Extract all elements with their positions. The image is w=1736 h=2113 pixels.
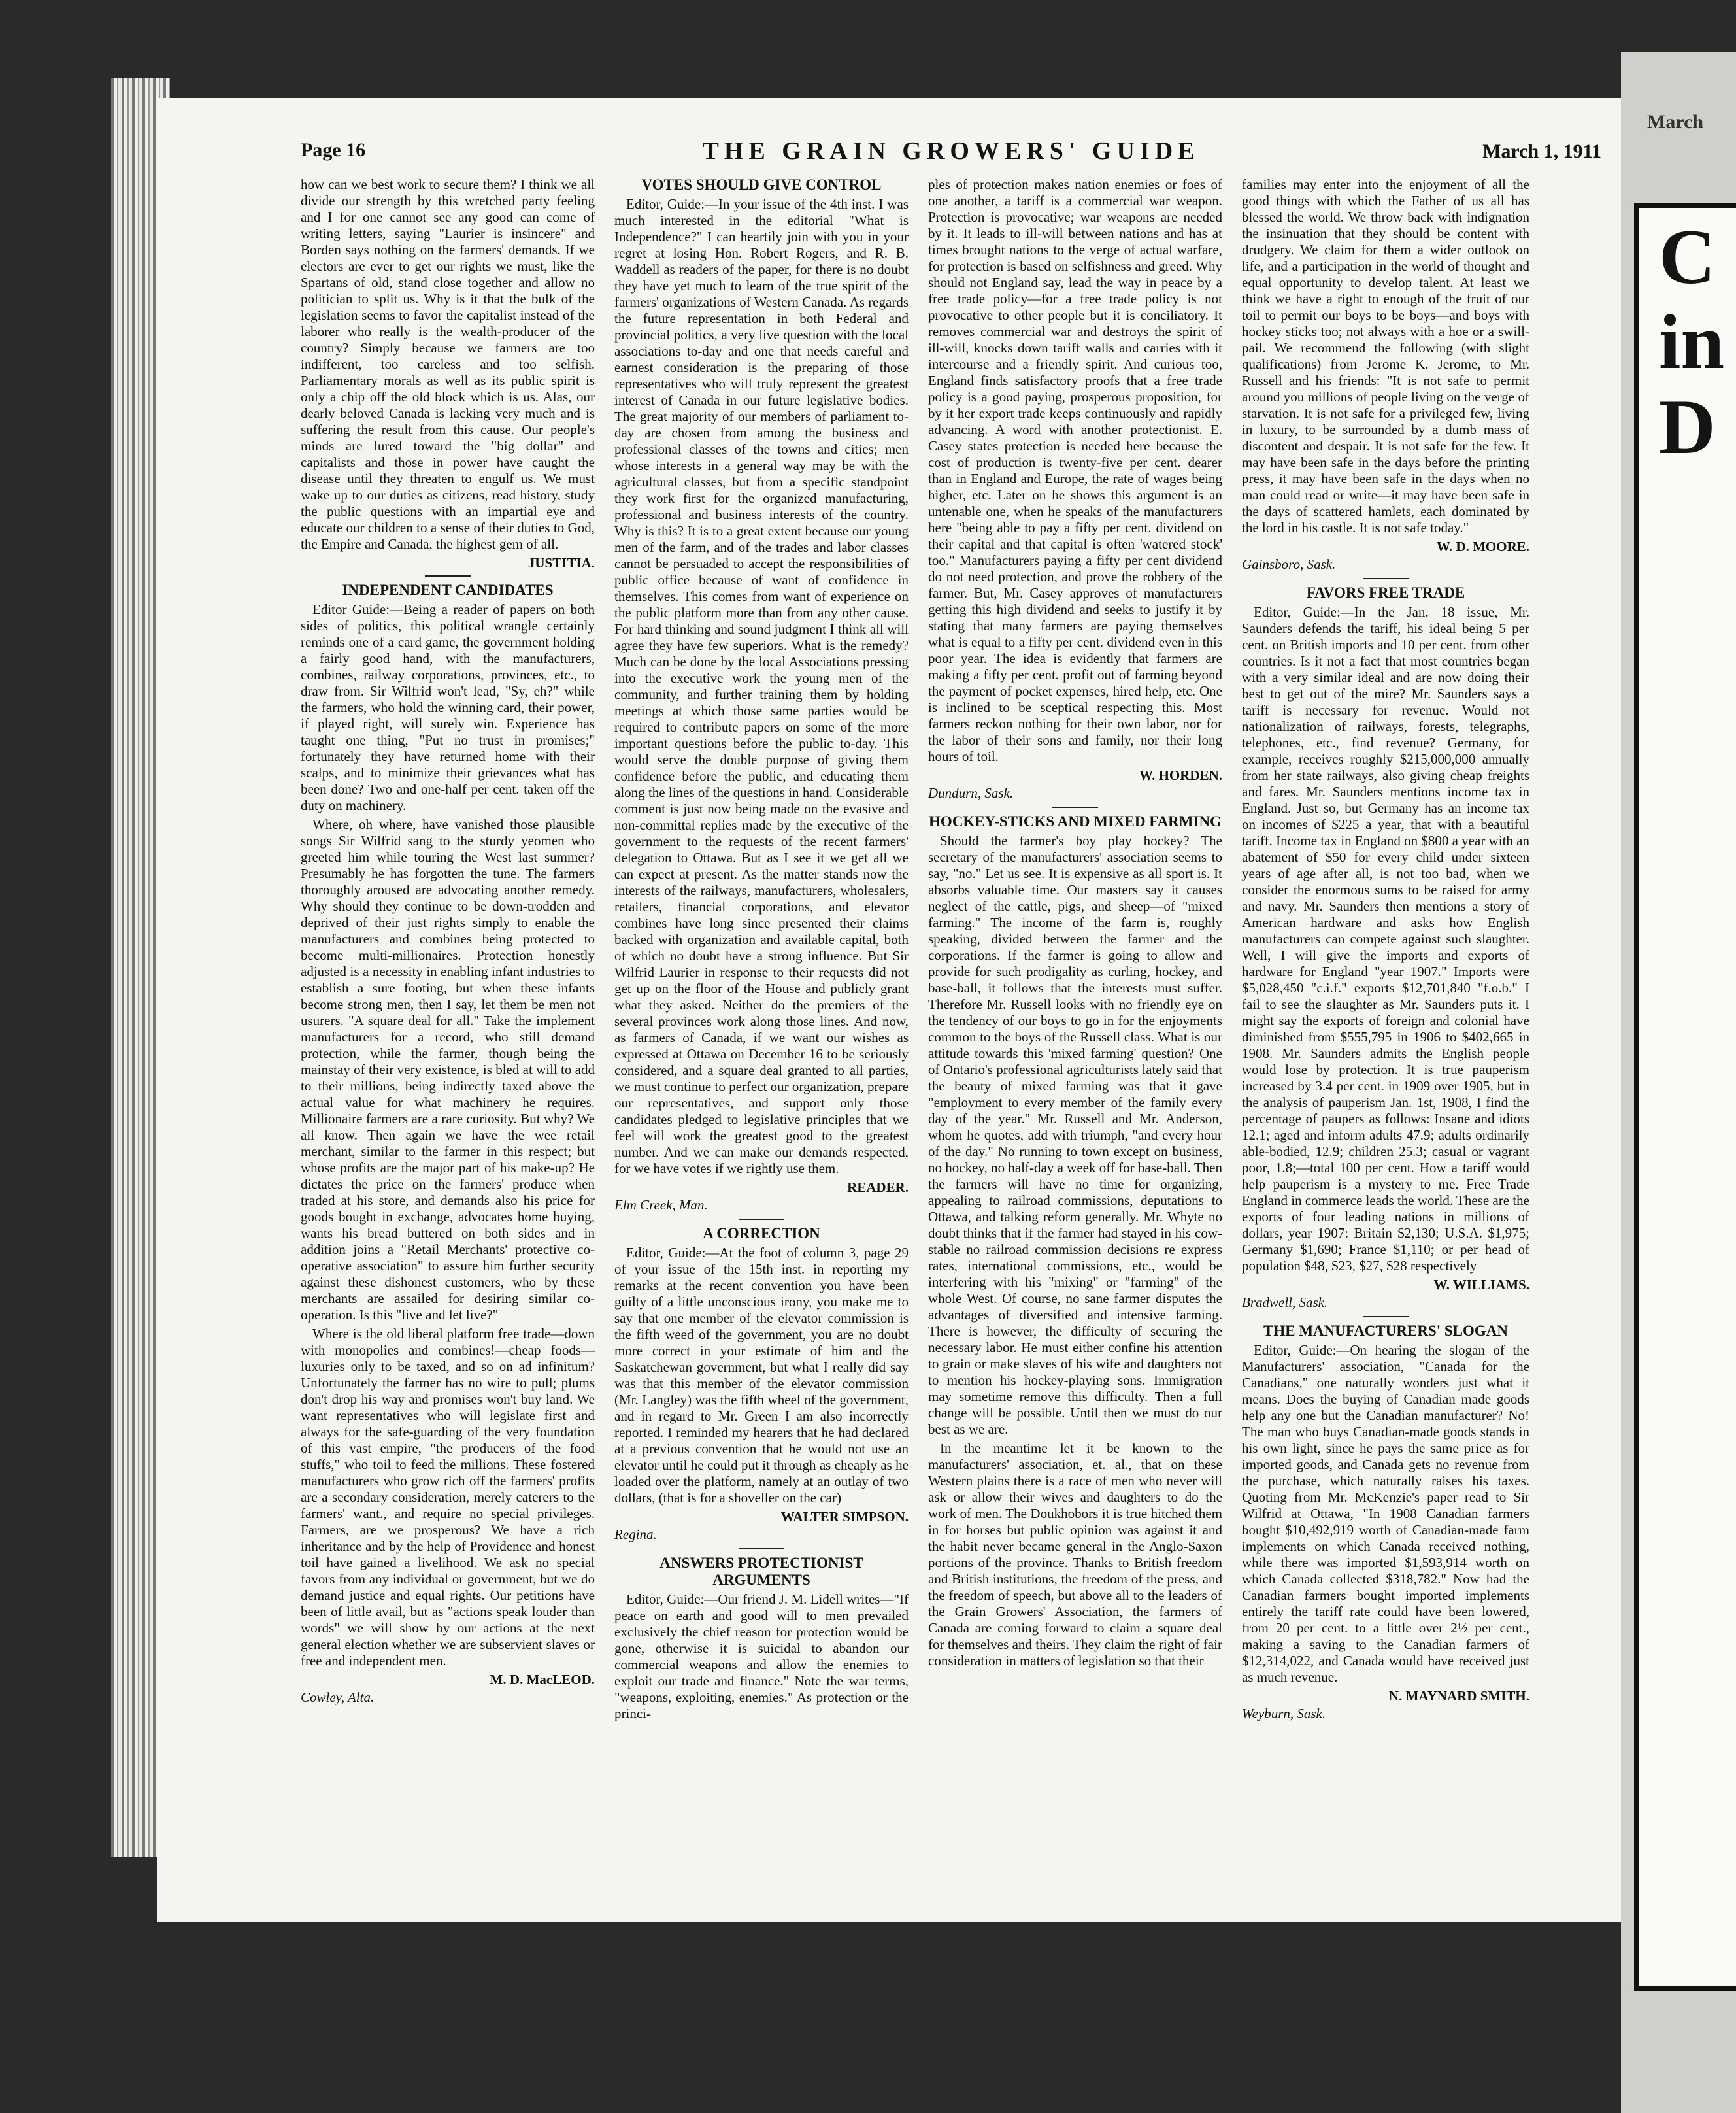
article-text: Editor Guide:—Being a reader of papers on both sides of politics, this political wrangle certainly reminds one of a card game, the government holding a fairly good hand, with the manufacturers, combines, railway corporations, provinces, etc., to draw from. Sir Wilfrid won't lead, "Sy, eh?" while the farmers, who hold the winning card, their power, if played right, will surely win. Experience has taught one thing, "Put no trust in promises;" fortunately they have returned home with their scalps, and to minimize their grievances what has been done? Two and one-half per cent. taken off the duty on machinery. [301,601,595,813]
article-text: Editor, Guide:—Our friend J. M. Lidell writes—"If peace on earth and good will to men prevailed exclusively the chief reason for protection would be gone, otherwise it is suicidal to abandon our commercial weapons and allow the enemies to exploit our trade and finance." Note the war terms, "weapons, exploiting, enemies." As protection or the princi- [614,1591,909,1721]
signature: JUSTITIA. [527,555,595,571]
article-heading: A CORRECTION [703,1225,820,1242]
page-header [301,134,1601,173]
divider [425,575,471,577]
signature: W. HORDEN. [1139,768,1222,783]
ad-text: in [1659,298,1725,385]
dateline: Elm Creek, Man. [614,1197,708,1213]
article-heading: VOTES SHOULD GIVE CONTROL [641,177,882,193]
article-text: Editor, Guide:—At the foot of column 3, page 29 of your issue of the 15th inst. in reporting my remarks at the recent convention you have been guilty of a little unconscious irony, you make me to say that one member of the elevator commission is the fifth weed of the government, you are no doubt more correct in your estimate of him and the Saskatchewan government, but what I really did say was that this member of the elevator commission (Mr. Langley) was the fifth wheel of the government, and in regard to Mr. Green I am also incorrectly reported. I reminded my hearers that he had declared at a previous convention that he would not use an elevator until he could put it through as cheaply as he loaded over the platform, namely at an outlay of two dollars, (that is for a shoveller on the car) [614,1245,909,1506]
article-heading: HOCKEY-STICKS AND MIXED FARMING [929,813,1222,830]
signature: W. D. MOORE. [1436,539,1529,554]
dateline: Weyburn, Sask. [1242,1706,1326,1721]
issue-date: March 1, 1911 [1482,141,1601,162]
advertisement-fragment [1634,203,1736,1991]
article-text: Editor, Guide:—In your issue of the 4th inst. I was much interested in the editorial "What is Independence?" I can heartily join with you in your regret at losing Hon. Robert Rogers, and R. B. Waddell as readers of the paper, for there is no doubt they have yet much to learn of the true spirit of the farmers' organizations of Western Canada. As regards the future representation in both Federal and provincial politics, a very live question with the local associations to-day and one that needs careful and earnest consideration is the preparing of those representatives who will truly represent the greatest interest of Canada in our future legislative bodies. The great majority of our members of parliament to-day are chosen from among the business and professional classes of the towns and cities; men whose interests in a general way may be with the agricultural classes, but from a specific standpoint they work first for the organized manufacturing, professional and business interests of the country. Why is this? It is to a great extent because our young men of the farm, and of the trades and labor classes cannot be persuaded to accept the responsibilities of public office because of want of confidence in themselves. This comes from want of experience on the public platform more than from any other cause. For hard thinking and sound judgment I think all will agree they have few superiors. What is the remedy? Much can be done by the local Associations pressing into the executive work the young men of the community, and further training them by holding meetings at which those same parties would be required to contribute papers on some of the more important questions before the public to-day. This would serve the double purpose of giving them confidence before the public, and educating them along the lines of the questions in hand. Considerable comment is just now being made on the evasive and non-committal replies made by the executive of the government to the requests of the recent farmers' delegation to Ottawa. But as I see it we get all we can expect at present. As the matter stands now the interests of the railways, manufacturers, wholesalers, retailers, financial corporations, and elevator combines have long since presented their claims backed with organization and available capital, both of which no doubt have a strong influence. But Sir Wilfrid Laurier in response to their requests did not get up on the floor of the House and publicly grant what they asked. Neither do the premiers of the several provinces work along those lines. And now, as farmers of Canada, if we want our wishes as expressed at Ottawa on December 16 to be seriously considered, and a square deal granted to all parties, we must continue to perfect our organization, prepare our representatives, and support only those candidates pledged to legislative principles that we feel will work the greatest good to the greatest number. And we can make our demands respected, for we have votes if we rightly use them. [614,196,909,1176]
signature: WALTER SIMPSON. [780,1509,909,1525]
adjacent-page-date: March [1647,111,1704,133]
column-4 [1242,177,1529,1727]
dateline: Dundurn, Sask. [928,785,1014,801]
divider [739,1548,784,1549]
article-heading: ANSWERS PROTECTIONIST ARGUMENTS [659,1555,863,1588]
article-text: ples of protection makes nation enemies or foes of one another, a tariff is a commercial war weapon. Protection is provocative; war weapons are needed by it. It leads to ill-will between nations and has at times brought nations to the verge of actual warfare, for protection is based on selfishness and greed. Why should not England say, lead the way in peace by a free trade policy—for a free trade policy is not provocative to other people but it is conciliatory. It removes commercial war and destroys the spirit of ill-will, knocks down tariff walls and carries with it intercourse and a friendly spirit. And curious too, England finds satisfactory proofs that a free trade policy is a good paying, prosperous proposition, for by it her export trade keeps continuously and rapidly advancing. A word with another protectionist. E. Casey states protection is needed here because the cost of production is twenty-five per cent. dearer than in England and Europe, the rate of wages being higher, etc. Later on he shows this argument is an untenable one, when he speaks of the manufacturers here "being able to pay a fifty per cent. dividend on their capital and that capital is often 'watered stock' too." Manufacturers paying a fifty per cent dividend do not need protection, and prove the robbery of the farmer. But, Mr. Casey approves of manufacturers getting this high dividend and seeks to justify it by stating that many farmers are paying themselves what is equal to a fifty per cent. dividend even in this poor year. The idea is evidently that farmers are making a fifty per cent. profit out of farming beyond the payment of pocket expenses, hired help, etc. One is inclined to be sceptical respecting this. Most farmers reckon nothing for their own labor, nor for the labor of their sons and family, nor their long hours of toil. [928,177,1222,764]
dateline: Bradwell, Sask. [1242,1294,1328,1310]
signature: M. D. MacLEOD. [490,1672,595,1687]
article-text: how can we best work to secure them? I think we all divide our strength by this wretched party feeling and I for one cannot see any good can come of writing letters, saying "Laurier is insincere" and Borden says nothing on the farmers' demands. If we electors are ever to get our rights we must, like the Spartans of old, stand close together and allow no politician to split us. Why is it that the bulk of the legislation seems to favor the capitalist instead of the laborer who really is the wealth-producer of the country? Simply because we farmers are too indifferent, too careless and too selfish. Parliamentary morals as well as its public spirit is only a chip off the old block which is us. Alas, our dearly beloved Canada is lacking very much and is suffering the result from this cause. Our people's minds are lured toward the "big dollar" and capitalists and those in power have caught the disease until they threaten to engulf us. We must wake up to our duties as citizens, read history, study the public questions with an impartial eye and educate our children to a sense of their duties to God, the Empire and Canada, the highest gem of all. [301,177,595,552]
ad-text: C [1659,213,1716,300]
newspaper-title: THE GRAIN GROWERS' GUIDE [702,137,1200,165]
divider [1363,1316,1409,1317]
dateline: Cowley, Alta. [301,1689,375,1705]
page-number: Page 16 [301,139,366,161]
article-heading: FAVORS FREE TRADE [1306,584,1465,601]
signature: N. MAYNARD SMITH. [1388,1688,1529,1704]
article-heading: INDEPENDENT CANDIDATES [342,582,554,598]
article-text: Editor, Guide:—In the Jan. 18 issue, Mr. Saunders defends the tariff, his ideal being 5 per cent. on British imports and 10 per cent. from other countries. Is it not a fact that most countries began with a very similar ideal and are now doing their best to get out of the mire? Mr. Saunders says a tariff is necessary for revenue. Would not nationalization of railways, forests, telegraphs, telephones, etc., find revenue? Germany, for example, receives roughly $215,000,000 annually from her state railways, also giving cheap freights and fares. Mr. Saunders mentions income tax in England. Just so, but Germany has an income tax on incomes of $225 a year, that with a beautiful tariff. Income tax in England on $800 a year with an abatement of $50 for every child under sixteen years of age after all, is not too bad, when we consider the enormous sums to be raised for army and navy. Mr. Saunders then mentions a story of American hardware and asks how English manufacturers can compete against such slaughter. Well, I will give the imports and exports of hardware for England "year 1907." Imports were $5,028,450 "c.i.f." exports $12,701,840 "f.o.b." I fail to see the slaughter as Mr. Saunders puts it. I might say the exports of foreign and colonial have diminished from $555,795 in 1906 to $402,665 in 1908. Mr. Saunders admits the English people would lose by protection. It is true pauperism increased by 3.4 per cent. in 1909 over 1905, but in the analysis of pauperism Jan. 1st, 1908, I find the percentage of paupers as follows: Insane and idiots 12.1; aged and inform adults 47.9; adults ordinarily able-bodied, 12.9; children 25.3; casual or vagrant poor, 1.8;—total 100 per cent. How a tariff would help pauperism is a mystery to me. Free Trade England in commerce leads the world. These are the exports of four leading nations in millions of dollars, year 1907: Britain $2,130; U.S.A. $1,975; Germany $1,690; France $1,110; or per head of population $48, $23, $27, $28 respectively [1242,604,1529,1274]
column-2 [614,177,909,1725]
divider [1363,578,1409,579]
article-text: Where is the old liberal platform free trade—down with monopolies and combines!—cheap foods—luxuries only to be taxed, and so on ad infinitum? Unfortunately the farmer has no wire to pull; plums don't drop his way and promises won't buy land. We want representatives who will legislate first and always for the safe-guarding of the very foundation of this vast empire, "the producers of the food stuffs," who toil to feed the millions. These fostered manufacturers who grow rich off the farmers' profits are a secondary consideration, merely caterers to the farmers' want., and require no special privileges. Farmers, are we prosperous? We have a rich inheritance and by the help of Providence and honest toil have gained a livelihood. We ask no special favors from any individual or government, but we do demand justice and equal rights. Our petitions have been of little avail, but as "actions speak louder than words" we will show by our actions at the next general election whether we are subservient slaves or free and independent men. [301,1326,595,1668]
dateline: Gainsboro, Sask. [1242,556,1336,572]
column-1 [301,177,595,1711]
article-text: Should the farmer's boy play hockey? The secretary of the manufacturers' association seems to say, "no." Let us see. It is expensive as all sport is. It absorbs valuable time. Our masters say it causes neglect of the cattle, pigs, and sheep—of "mixed farming." The income of the farm is, roughly speaking, divided between the farmer and the corporations. If the farmer is going to allow and provide for such prodigality as curling, hockey, and base-ball, it follows that the interests must suffer. Therefore Mr. Russell looks with no friendly eye on the tendency of our boys to go in for the enjoyments common to the boys of the Russell class. What is our attitude towards this 'mixed farming' question? One of Ontario's professional agriculturists lately said that the beauty of mixed farming was that it gave "employment to every member of the family every day of the year." Mr. Russell and Mr. Anderson, whom he quotes, add with triumph, "and every hour of the day." No running to town except on business, no hockey, no half-day a week off for base-ball. Then the farmers will have no time for organizing, appealing to railroad commissions, deputations to Ottawa, and talking reform generally. Mr. Whyte no doubt thinks that if the farmer had stayed in his cow-stable no railroad commission decisions re express rates, international commissions, etc., would be interfering with his "mixing" or "farming" of the whole West. Of course, no sane farmer disputes the advantages of diversified and intensive farming. There is however, the difficulty of securing the necessary labor. He must either confine his attention to grain or make slaves of his wife and daughters not to mention his hockey-playing sons. Immigration may sometime remove this difficulty. Then a full change will be possible. Until then we must do our best as we are. [928,833,1222,1437]
column-3 [928,177,1222,1672]
newspaper-page [157,98,1725,1922]
article-text: Where, oh where, have vanished those plausible songs Sir Wilfrid sang to the sturdy yeomen who greeted him while touring the West last summer? Presumably he has forgotten the tune. The farmers thoroughly aroused are advocating another remedy. Why should they continue to be down-trodden and deprived of their just rights simply to enable the manufacturers and combines being protected to become multi-millionaires. Protection honestly adjusted is a necessity in enabling infant industries to establish a sure footing, but when these infants become strong men, then I say, let them be men not usurers. "A square deal for all." Take the implement manufacturers for a record, who still demand protection, while the farmer, though being the mainstay of their very existence, is bled at will to add to their millions, being indirectly taxed above the actual value for what machinery he requires. Millionaire farmers are a rare curiosity. But why? We all know. Then again we have the wee retail merchant, similar to the farmer in this respect; but whose profits are the major part of his make-up? He dictates the price on the farmers' produce when traded at his store, and demands also his price for goods bought in exchange, advocates home buying, wants his bread buttered on both sides and in addition joins a "Retail Merchants' protective co-operative association" to assure him further security against these dishonest customers, who by these merchants are assailed for desiring similar co-operation. Is this "live and let live?" [301,817,595,1323]
signature: W. WILLIAMS. [1433,1277,1529,1293]
divider [739,1219,784,1220]
article-heading: THE MANUFACTURERS' SLOGAN [1263,1323,1508,1339]
article-text: In the meantime let it be known to the manufacturers' association, et. al., that on these Western plains there is a race of men who never will ask or allow their wives and daughters to do the work of men. The Doukhobors it is true hitched them in for horses but public opinion was against it and the habit never became general in the Anglo-Saxon portions of the province. Thanks to British freedom and British institutions, the freedom of the press, and the freedom of speech, but above all to the leaders of the Grain Growers' Association, the farmers of Canada are coming forward to claim a square deal for themselves and theirs. They claim the right of fair consideration in matters of legislation so that their [928,1440,1222,1668]
article-text: Editor, Guide:—On hearing the slogan of the Manufacturers' association, "Canada for the Canadians," one naturally wonders just what it means. Does the buying of Canadian made goods help any one but the Canadian manufacturer? No! The man who buys Canadian-made goods stands in his own light, since he pays the same price as for imported goods, and Canada gets no revenue from the purchase, which naturally raises his taxes. Quoting from Mr. McKenzie's paper read to Sir Wilfrid at Ottawa, "In 1908 Canadian farmers bought $10,492,919 worth of Canadian-made farm implements on which Canada received nothing, while there was imported $1,593,914 worth on which Canada collected $318,782." Now had the Canadian farmers bought imported implements entirely the tariff rate could have been lowered, from 20 per cent. to a little over 2½ per cent., making a saving to the Canadian farmers of $12,314,022, and Canada would have received just as much revenue. [1242,1342,1529,1685]
ad-text: D [1659,383,1716,470]
signature: READER. [847,1179,909,1195]
dateline: Regina. [614,1527,657,1542]
divider [1052,807,1098,808]
article-text: families may enter into the enjoyment of all the good things with which the Father of us all has blessed the world. We throw back with indignation the insinuation that they should be content with drudgery. We claim for them a wider outlook on life, and a participation in the world of thought and equal opportunity to develop talent. At least we think we have a right to enough of the fruit of our toil to permit our boys to be boys—and boys with hockey sticks too; not always with a hoe or a swill-pail. We recommend the following (with slight qualifications) from Jerome K. Jerome, to Mr. Russell and his friends: "It is not safe to permit around you millions of people living on the verge of starvation. It is not safe for a privileged few, living in luxury, to be surrounded by a dumb mass of discontent and despair. It is not safe for the few. It may have been safe in the days before the printing press, it may have been safe in the days when no man could read or write—it may have been safe in the days of scattered hamlets, each dominated by the lord in his castle. It is not safe today." [1242,177,1529,535]
